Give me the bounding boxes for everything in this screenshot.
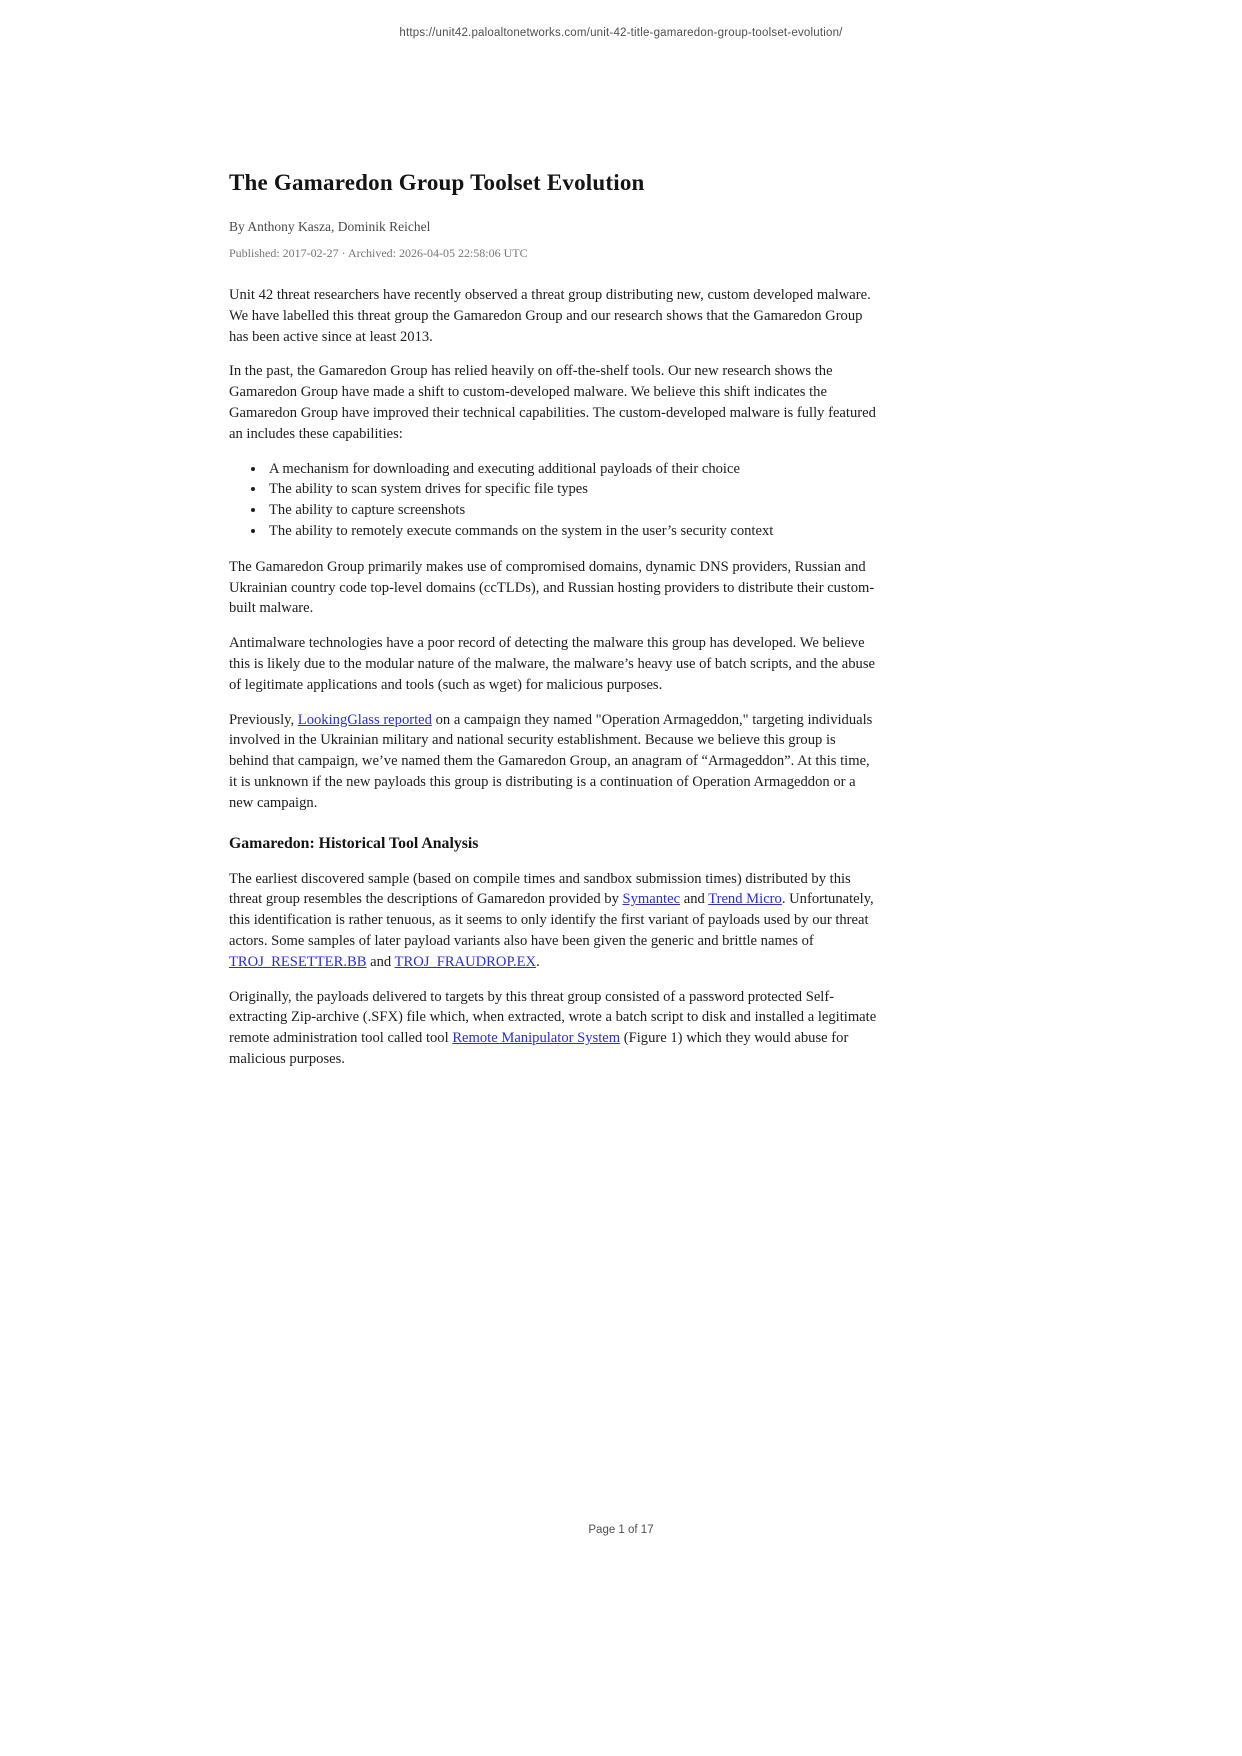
page-number: Page 1 of 17	[588, 1524, 654, 1536]
url-header: https://unit42.paloaltonetworks.com/unit-42-title-gamaredon-group-toolset-evolution/	[399, 27, 843, 39]
byline: By Anthony Kasza, Dominik Reichel	[229, 219, 431, 234]
published-line: Published: 2017-02-27 · Archived: 2026-04-05 22:58:06 UTC	[229, 246, 528, 260]
inline-link[interactable]: Trend Micro	[708, 891, 782, 908]
paragraph: Antimalware technologies have a poor record of detecting the malware this group has developed. We believe this is likely due to the modular nature of the malware, the malware’s heavy use of batch scripts, and the abuse of legitimate applications and tools (such as wget) for malicious purposes.	[229, 635, 875, 693]
capability-list	[229, 459, 879, 542]
paragraph: In the past, the Gamaredon Group has relied heavily on off-the-shelf tools. Our new research shows the Gamaredon Group have made a shift to custom-developed malware. We believe this shift indicates the Gamaredon Group have improved their technical capabilities. The custom-developed malware is fully featured an includes these capabilities:	[229, 363, 876, 442]
paragraph: The earliest discovered sample (based on compile times and sandbox submission times) distributed by this threat group resembles the descriptions of Gamaredon provided by Symantec and Trend Micro. Unfortunately, this identification is rather tenuous, as it seems to only identify the first variant of payloads used by our threat actors. Some samples of later payload variants also have been given the generic and brittle names of TROJ_RESETTER.BB and TROJ_FRAUDROP.EX.	[229, 870, 874, 970]
list-item: • The ability to capture screenshots	[266, 500, 879, 521]
list-item: • The ability to remotely execute commands on the system in the user’s security context	[266, 521, 879, 542]
paragraph: Unit 42 threat researchers have recently observed a threat group distributing new, custom developed malware. We have labelled this threat group the Gamaredon Group and our research shows that the Gamaredon Group has been active since at least 2013.	[229, 287, 871, 345]
article	[229, 170, 879, 1084]
inline-link[interactable]: LookingGlass reported	[297, 711, 432, 728]
paragraph: Originally, the payloads delivered to targets by this threat group consisted of a password protected Self-extracting Zip-archive (.SFX) file which, when extracted, wrote a batch script to disk and installed a legitimate remote administration tool called tool Remote Manipulator System (Figure 1) which they would abuse for malicious purposes.	[229, 988, 877, 1067]
article-body	[229, 285, 879, 1070]
inline-link[interactable]: TROJ_RESETTER.BB	[229, 953, 367, 970]
paragraph: Previously, LookingGlass reported on a campaign they named "Operation Armageddon," targeting individuals involved in the Ukrainian military and national security establishment. Because we believe this group is behind that campaign, we’ve named them the Gamaredon Group, an anagram of “Armageddon”. At this time, it is unknown if the new payloads this group is distributing is a continuation of Operation Armageddon or a new campaign.	[229, 711, 873, 811]
inline-link[interactable]: TROJ_FRAUDROP.EX	[394, 953, 537, 970]
section-heading: Gamaredon: Historical Tool Analysis	[229, 834, 479, 852]
list-item: • A mechanism for downloading and executing additional payloads of their choice	[266, 459, 879, 480]
inline-link[interactable]: Symantec	[622, 891, 681, 908]
list-item: • The ability to scan system drives for specific file types	[266, 479, 879, 500]
page-title: The Gamaredon Group Toolset Evolution	[229, 170, 645, 195]
paragraph: The Gamaredon Group primarily makes use of compromised domains, dynamic DNS providers, Russian and Ukrainian country code top-level domains (ccTLDs), and Russian hosting providers to distribute their custom-built malware.	[229, 558, 875, 617]
inline-link[interactable]: Remote Manipulator System	[452, 1030, 621, 1047]
